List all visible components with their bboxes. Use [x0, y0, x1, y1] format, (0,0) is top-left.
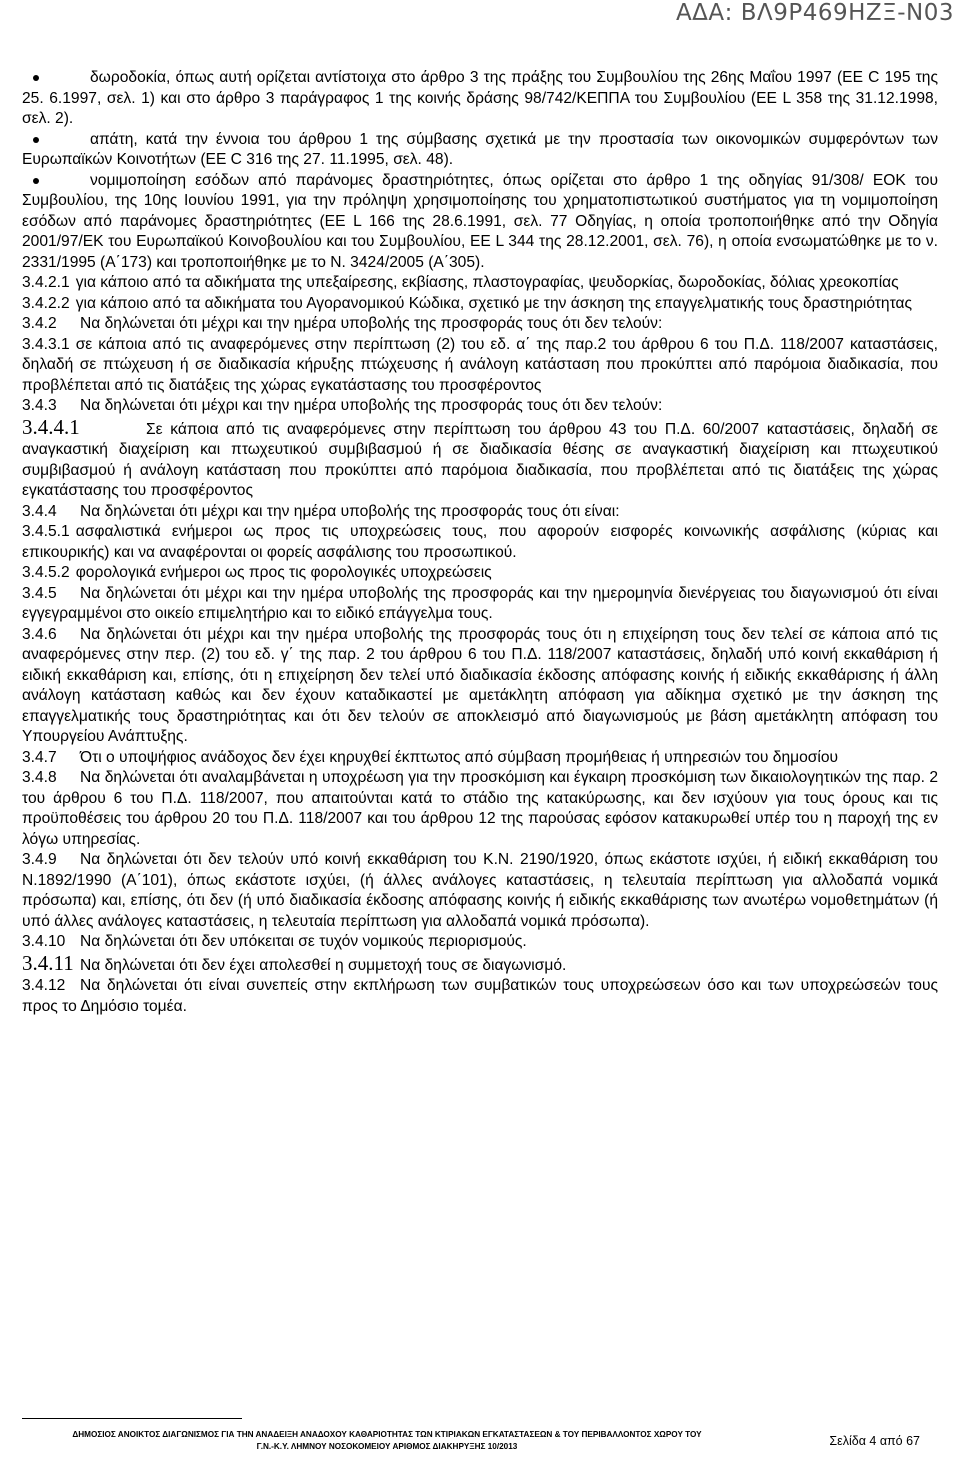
item-number: 3.4.5.1: [22, 523, 70, 540]
item-text: για κάποιο από τα αδικήματα του Αγορανομικού Κώδικα, σχετικό με την άσκηση της επαγγελματικής τους δραστηριότητας: [75, 294, 913, 312]
bullet-icon: [33, 75, 39, 81]
list-item: [22, 563, 938, 584]
footer-title-line2: Γ.Ν.-Κ.Υ. ΛΗΜΝΟΥ ΝΟΣΟΚΟΜΕΙΟΥ ΑΡΙΘΜΟΣ ΔΙΑΚΗΡΥΞΗΣ 10/2013: [256, 1442, 518, 1451]
item-text: Σε κάποια από τις αναφερόμενες στην περίπτωση του άρθρου 43 του Π.Δ. 60/2007 καταστάσεις, δηλαδή σε αναγκαστική διαχείριση και πτωχευτικού συμβιβασμού ή σε διαδικασία θέσης σε αναγκαστική διαχείριση και πτωχευτικού συμβιβασμού ή ανάλογη κατάσταση που προκύπτει από παρόμοια διαδικασία, που προβλέπεται από τις διατάξεις της χώρας εγκατάστασης του προσφέροντος: [22, 420, 938, 499]
item-number: 3.4.4.1: [22, 414, 80, 439]
page-footer: [22, 1423, 938, 1453]
footer-divider: [22, 1418, 242, 1419]
list-item: [22, 584, 938, 625]
list-item: [22, 976, 938, 1017]
item-number: 3.4.7: [22, 748, 57, 766]
list-item: [22, 335, 938, 397]
list-item: [22, 396, 938, 417]
item-text: Να δηλώνεται ότι αναλαμβάνεται η υποχρέωση για την προσκόμιση και έγκαιρη προσκόμιση των δικαιολογητικών της παρ. 2 του άρθρου 6 του Π.Δ. 118/2007, που απαιτούνται κατά το στάδιο της κατακύρωσης, και δεν ισχύουν για τους όρους και τις προϋποθέσεις του άρθρου 20 του Π.Δ. 118/2007 και του άρθρου 12 της παρούσας εφόσον κατακυρωθεί υπέρ του η παροχή της εν λόγω υπηρεσίας.: [22, 769, 938, 848]
item-number: 3.4.6: [22, 625, 57, 643]
item-number: 3.4.5.2: [22, 564, 70, 581]
item-text: Να δηλώνεται ότι δεν υπόκειται σε τυχόν νομικούς περιορισμούς.: [80, 933, 527, 950]
list-item: [22, 950, 938, 977]
list-item: [22, 502, 938, 523]
item-number: 3.4.2: [22, 315, 57, 332]
item-number: 3.4.9: [22, 851, 57, 868]
list-item: [22, 294, 938, 315]
bullet-icon: [33, 137, 39, 143]
list-item: [22, 768, 938, 850]
item-number: 3.4.12: [22, 977, 66, 994]
item-number: 3.4.3.1: [22, 335, 70, 353]
ada-code: ΑΔΑ: ΒΛ9Ρ469ΗΖΞ-Ν03: [675, 0, 954, 26]
item-number: 3.4.2.1: [22, 274, 70, 291]
list-item: [22, 625, 938, 748]
bullet-text: νομιμοποίηση εσόδων από παράνομες δραστηριότητες, όπως ορίζεται στο άρθρο 1 της οδηγίας 91/308/ ΕΟΚ του Συμβουλίου, της 10ης Ιουνίου 1991, για την πρόληψη χρησιμοποίησης του χρηματοπιστωτικού συστήματος για τη νομιμοποίηση εσόδων από παράνομες δραστηριότητες (ΕΕ L 166 της 28.6.1991, σελ. 77 Οδηγίας, η οποία τροποποιήθηκε από την Οδηγία 2001/97/ΕΚ του Ευρωπαϊκού Κοινοβουλίου και του Συμβουλίου, ΕΕ L 344 της 28.12.2001, σελ. 76), η οποία ενσωματώθηκε με το ν. 2331/1995 (Α΄173) και τροποποιήθηκε με το Ν. 3424/2005 (Α΄305).: [22, 171, 938, 271]
bullet-item: [22, 68, 938, 130]
item-text: Να δηλώνεται ότι δεν έχει απολεσθεί η συμμετοχή τους σε διαγωνισμό.: [80, 956, 567, 974]
item-text: σε κάποια από τις αναφερόμενες στην περίπτωση (2) του εδ. α΄ της παρ.2 του άρθρου 6 του Π.Δ. 118/2007 καταστάσεις, δηλαδή σε πτώχευση ή σε διαδικασία κήρυξης πτώχευσης ή ανάλογη κατάσταση που προκύπτει από παρόμοια διαδικασία, που προβλέπεται από τις διατάξεις της χώρας εγκατάστασης του προσφέροντος: [22, 335, 938, 394]
document-body: [22, 68, 938, 1017]
item-number: 3.4.11: [22, 950, 74, 975]
item-text: ασφαλιστικά ενήμεροι ως προς τις υποχρεώσεις τους, που αφορούν εισφορές κοινωνικής ασφάλισης (κύριας και επικουρικής) και να αναφέρονται οι φορείς ασφάλισης του προσωπικού.: [22, 523, 938, 561]
item-number: 3.4.8: [22, 769, 57, 786]
page-number: Σελίδα 4 από 67: [829, 1434, 920, 1448]
bullet-icon: [33, 178, 39, 184]
item-text: Να δηλώνεται ότι είναι συνεπείς στην εκπλήρωση των συμβατικών τους υποχρεώσεων όσο και των υποχρεώσεών τους προς το Δημόσιο τομέα.: [22, 977, 938, 1015]
numbered-items: [22, 273, 938, 1017]
list-item: [22, 273, 938, 294]
bullet-text: δωροδοκία, όπως αυτή ορίζεται αντίστοιχα στο άρθρο 3 της πράξης του Συμβουλίου της 26ης Μαΐου 1997 (ΕΕ C 195 της 25. 6.1997, σελ. 1) και στο άρθρο 3 παράγραφος 1 της κοινής δράσης 98/742/ΚΕΠΠΑ του Συμβουλίου (ΕΕ L 358 της 31.12.1998, σελ. 2).: [22, 69, 938, 127]
item-text: Ότι ο υποψήφιος ανάδοχος δεν έχει κηρυχθεί έκπτωτος από σύμβαση προμήθειας ή υπηρεσιών του δημοσίου: [80, 748, 839, 766]
footer-title-line1: ΔΗΜΟΣΙΟΣ ΑΝΟΙΚΤΟΣ ΔΙΑΓΩΝΙΣΜΟΣ ΓΙΑ ΤΗΝ ΑΝΑΔΕΙΞΗ ΑΝΑΔΟΧΟΥ ΚΑΘΑΡΙΟΤΗΤΑΣ ΤΩΝ ΚΤΙΡΙΑΚΩΝ ΕΓΚΑΤΑΣΤΑΣΕΩΝ & ΤΟΥ ΠΕΡΙΒΑΛΛΟΝΤΟΣ ΧΩΡΟΥ ΤΟΥ: [72, 1430, 702, 1439]
item-text: φορολογικά ενήμεροι ως προς τις φορολογικές υποχρεώσεις: [75, 564, 492, 581]
list-item: [22, 748, 938, 769]
footer-title: [22, 1429, 752, 1453]
list-item: [22, 414, 938, 502]
bullet-item: [22, 130, 938, 171]
item-text: Να δηλώνεται ότι δεν τελούν υπό κοινή εκκαθάριση του Κ.Ν. 2190/1920, όπως εκάστοτε ισχύει, ή ειδική εκκαθάριση του Ν.1892/1990 (Α΄101), όπως εκάστοτε ισχύει, (ή άλλες ανάλογες καταστάσεις, η τελευταία περίπτωση για αλλοδαπά νομικά πρόσωπα) και, επίσης, ότι δεν (ή υπό διαδικασία έκδοσης απόφασης κοινής ή ειδικής εκκαθάρισης των ανωτέρω νομοθετημάτων (ή υπό άλλες ανάλογες καταστάσεις, η τελευταία περίπτωση για αλλοδαπά νομικά πρόσωπα).: [22, 851, 938, 930]
bullet-text: απάτη, κατά την έννοια του άρθρου 1 της σύμβασης σχετικά με την προστασία των οικονομικών συμφερόντων των Ευρωπαϊκών Κοινοτήτων (ΕΕ C 316 της 27. 11.1995, σελ. 48).: [22, 130, 938, 168]
item-text: Να δηλώνεται ότι μέχρι και την ημέρα υποβολής της προσφοράς τους ότι δεν τελούν:: [80, 397, 663, 414]
item-number: 3.4.10: [22, 933, 66, 950]
list-item: [22, 932, 938, 953]
list-item: [22, 850, 938, 932]
item-text: για κάποιο από τα αδικήματα της υπεξαίρεσης, εκβίασης, πλαστογραφίας, ψευδορκίας, δωροδοκίας, δόλιας χρεοκοπίας: [75, 274, 899, 291]
item-number: 3.4.2.2: [22, 294, 70, 312]
item-text: Να δηλώνεται ότι μέχρι και την ημέρα υποβολής της προσφοράς τους ότι δεν τελούν:: [80, 315, 663, 332]
list-item: [22, 314, 938, 335]
bullet-item: [22, 171, 938, 274]
item-text: Να δηλώνεται ότι μέχρι και την ημέρα υποβολής της προσφοράς τους ότι είναι:: [80, 502, 620, 520]
list-item: [22, 522, 938, 563]
item-number: 3.4.4: [22, 502, 57, 520]
item-text: Να δηλώνεται ότι μέχρι και την ημέρα υποβολής της προσφοράς τους ότι η επιχείρηση τους δεν τελεί σε κάποια από τις αναφερόμενες στην περ. (2) του εδ. γ΄ της παρ. 2 του άρθρου 6 του Π.Δ. 118/2007 καταστάσεις, δηλαδή υπό κοινή εκκαθάριση ή ειδική εκκαθάριση και, επίσης, ότι η επιχείρηση δεν τελεί υπό διαδικασία έκδοσης απόφασης κοινής ή ειδικής εκκαθάρισης ή άλλη ανάλογη κατάσταση καθώς και δεν έχουν καταδικαστεί με αμετάκλητη απόφαση για αδίκημα σχετικό με την άσκηση της επαγγελματικής τους δραστηριότητας και ότι δεν τελούν σε αποκλεισμό από διαγωνισμούς με βάση αμετάκλητη απόφαση του Υπουργείου Ανάπτυξης.: [22, 625, 938, 745]
item-number: 3.4.3: [22, 397, 57, 414]
item-text: Να δηλώνεται ότι μέχρι και την ημέρα υποβολής της προσφοράς και την ημερομηνία διενέργειας του διαγωνισμού ότι είναι εγγεγραμμένοι στο οικείο επιμελητήριο και το ειδικό επάγγελμα τους.: [22, 584, 938, 622]
item-number: 3.4.5: [22, 584, 57, 602]
